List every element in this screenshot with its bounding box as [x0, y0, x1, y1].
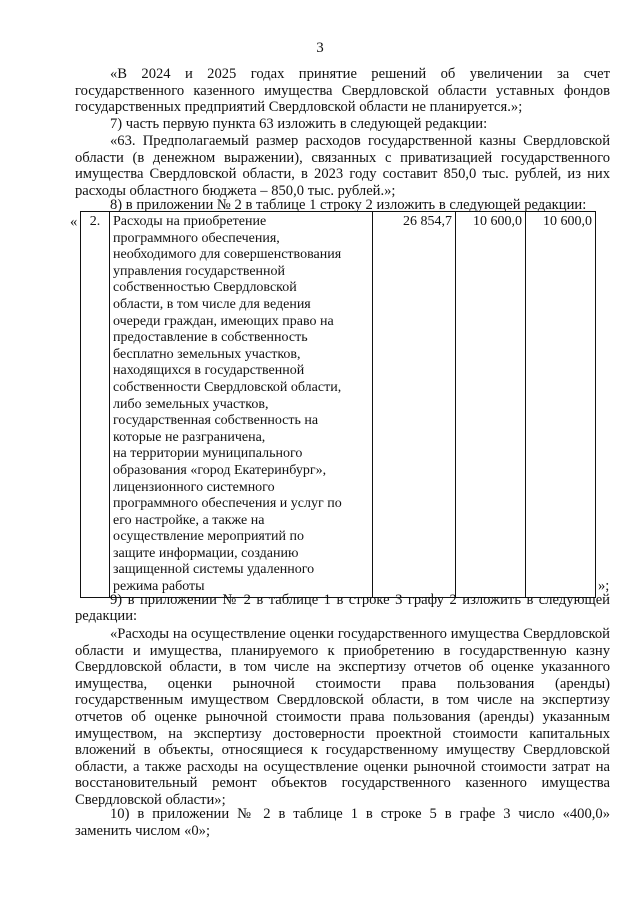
table-row: [81, 212, 596, 598]
paragraph-item-10-line-1: 10) в приложении № 2 в таблице 1 в строке 5 в графе 3 число «400,0»: [110, 806, 610, 822]
row-value-1-cell: 26 854,7: [373, 212, 456, 598]
paragraph-item-9-line-1: 9) в приложении № 2 в таблице 1 в строке 3 графу 2 изложить в следующей: [110, 592, 610, 608]
row-name-cell: Расходы на приобретение программного обеспечения, необходимого для совершенствования управления государственной собственностью Свердловской области, в том числе для ведения очереди граждан, имеющих право на предоставление в собственность бесплатно земельных участков, находящихся в государственной собственности Свердловской области, либо земельных участков, государственная собственность на которые не разграничена, на территории муниципального образования «город Екатеринбург», лицензионного системного программного обеспечения и услуг по его настройке, а также на осуществление мероприятий по защите информации, созданию защищенной системы удаленного режима работы: [110, 212, 373, 598]
table-close-quote: »;: [598, 578, 610, 594]
row-number-cell: 2.: [81, 212, 110, 598]
table-open-quote: «: [70, 214, 78, 230]
paragraph-item-7: 7) часть первую пункта 63 изложить в следующей редакции:: [110, 116, 488, 132]
expense-table-row-2: [80, 211, 596, 598]
row-value-3-cell: 10 600,0: [526, 212, 596, 598]
paragraph-item-9-line-2: редакции:: [75, 608, 138, 624]
paragraph-item-7-quote: «63. Предполагаемый размер расходов государственной казны Свердловской области (в денежном выражении), связанных с приватизацией государственного имущества Свердловской области, в 2023 году составит 850,0 тыс. рублей, из них расходы областного бюджета – 850,0 тыс. рублей.»;: [75, 133, 610, 199]
paragraph-item-9-quote: «Расходы на осуществление оценки государственного имущества Свердловской области и имущества, планируемого к приобретению в государственную казну Свердловской области, в том числе на экспертизу отчетов об оценке указанного имущества, оценки рыночной стоимости права пользования (аренды) государственным имуществом Свердловской области, в том числе на экспертизу отчетов об оценке рыночной стоимости права пользования (аренды) указанным имуществом, на экспертизу достоверности проектной стоимости капитальных вложений в объекты, относящиеся к государственному имуществу Свердловской области, а также расходы на осуществление оценки рыночной стоимости затрат на восстановительный ремонт объектов государственного казенного имущества Свердловской области»;: [75, 626, 610, 808]
row-value-2-cell: 10 600,0: [456, 212, 526, 598]
paragraph-item-10-line-2: заменить числом «0»;: [75, 823, 211, 839]
page-number: 3: [316, 40, 324, 56]
paragraph-item-8: 8) в приложении № 2 в таблице 1 строку 2 изложить в следующей редакции:: [110, 197, 587, 213]
paragraph-quote-2024-2025: «В 2024 и 2025 годах принятие решений об увеличении за счет государственного казенного имущества Свердловской области уставных фондов государственных предприятий Свердловской области не планируется.»;: [75, 66, 610, 116]
